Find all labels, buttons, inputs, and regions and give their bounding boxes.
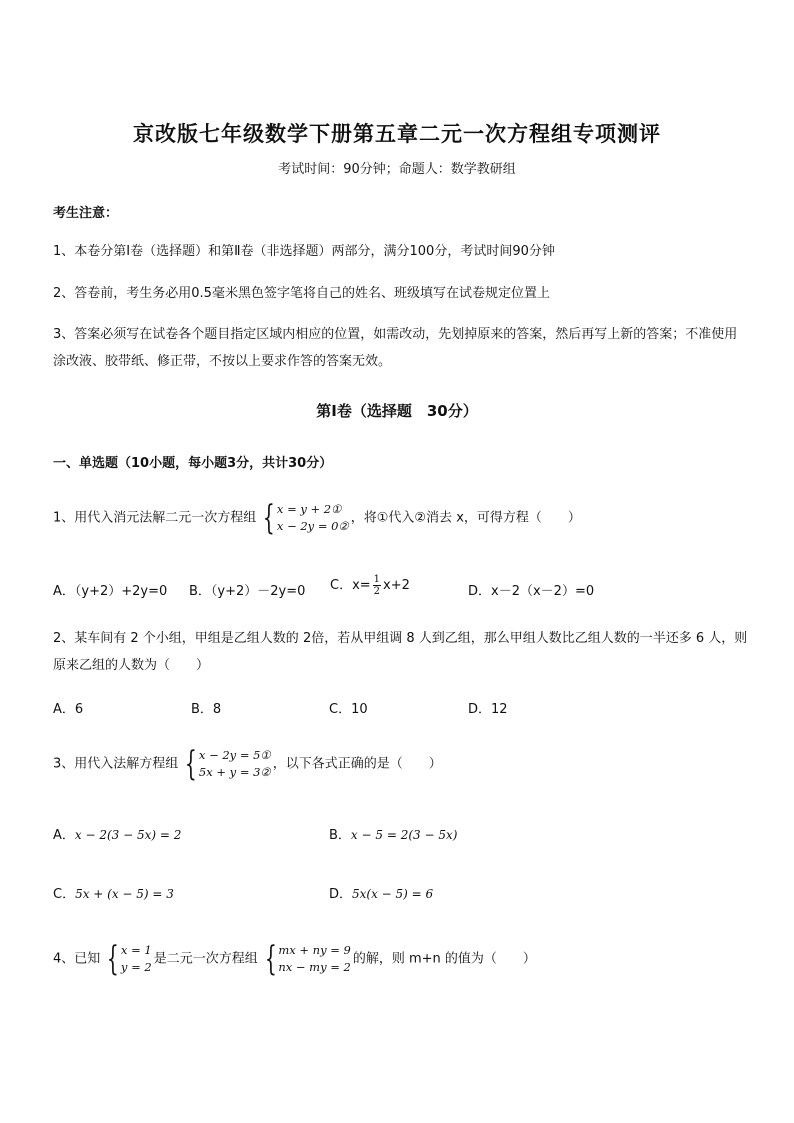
notice-heading: 考生注意： [53,206,119,221]
option-expression: x − 5 = 2(3 − 5x) [350,828,458,842]
equation-line: x = y + 2① [276,502,342,516]
question-3-prefix: 3、用代入法解方程组 [53,756,179,772]
question-4-prefix: 4、已知 [53,951,101,967]
question-3 [53,744,442,784]
option-expression: 5x(x − 5) = 6 [352,887,434,901]
equation-line: y = 2 [120,960,152,974]
question-4-middle: 是二元一次方程组 [153,951,258,967]
equation-line: mx + ny = 9 [278,943,351,957]
page-title: 京改版七年级数学下册第五章二元一次方程组专项测评 [133,121,661,146]
equation-line: x = 1 [120,943,152,957]
equation-line: x − 2y = 0② [276,519,349,533]
option-b[interactable] [329,824,457,843]
option-d[interactable]: D．x－2（x－2）=0 [468,584,595,599]
question-3-suffix: ，以下各式正确的是（ ） [272,756,442,772]
option-label: C． [53,887,76,902]
equation-line: x − 2y = 5① [198,748,271,762]
solution-system [102,939,152,979]
option-label: A． [53,828,75,843]
question-1-prefix: 1、用代入消元法解二元一次方程组 [53,510,257,526]
option-c[interactable]: C．10 [329,702,368,717]
question-4-suffix: 的解，则 m+n 的值为（ ） [352,951,536,967]
question-2-text: 2、某车间有 2 个小组，甲组是乙组人数的 2倍，若从甲组调 8 人到乙组，那么甲组人数比乙组人数的一半还多 6 人，则原来乙组的人数为（ ） [53,631,748,673]
option-c-suffix: x+2 [383,578,410,593]
option-a[interactable]: A．6 [53,702,84,717]
fraction [373,574,381,597]
equation-system [180,744,271,784]
fraction-denominator: 2 [373,586,381,597]
brace-icon: { [107,939,120,979]
option-a[interactable] [53,824,181,843]
option-label: B． [329,828,351,843]
option-expression: x − 2(3 − 5x) = 2 [74,828,182,842]
option-expression: 5x + (x − 5) = 3 [75,887,174,901]
question-1 [53,498,581,538]
brace-icon: { [264,939,277,979]
equation-system [260,939,351,979]
equation-system [258,498,349,538]
exam-subtitle: 考试时间：90分钟；命题人：数学教研组 [278,162,516,177]
option-c-prefix: C．x= [330,578,371,593]
option-b[interactable]: B．8 [191,702,222,717]
notice-item-3: 3、答案必须写在试卷各个题目指定区域内相应的位置，如需改动，先划掉原来的答案，然后再写上新的答案；不准使用涂改液、胶带纸、修正带，不按以上要求作答的答案无效。 [53,327,738,369]
brace-icon: { [263,498,276,538]
equation-line: 5x + y = 3② [198,765,271,779]
part-title: 一、单选题（10小题，每小题3分，共计30分） [53,456,333,471]
option-label: D． [329,887,353,902]
question-1-suffix: ，将①代入②消去 x，可得方程（ ） [350,510,581,526]
option-a[interactable]: A．（y+2）+2y=0 [53,584,168,599]
brace-icon: { [185,744,198,784]
section-title: 第Ⅰ卷（选择题 30分） [316,402,478,420]
question-1-options [53,574,743,604]
option-d[interactable]: D．12 [468,702,508,717]
fraction-numerator: 1 [373,574,381,585]
option-b[interactable]: B．（y+2）－2y=0 [189,584,306,599]
equation-line: nx − my = 2 [278,960,351,974]
question-2-options [53,698,743,720]
option-d[interactable] [329,883,433,902]
notice-item-2: 2、答卷前，考生务必用0.5毫米黑色签字笔将自己的姓名、班级填写在试卷规定位置上 [53,286,550,301]
question-4 [53,939,536,979]
option-c[interactable] [330,574,410,597]
notice-item-1: 1、本卷分第Ⅰ卷（选择题）和第Ⅱ卷（非选择题）两部分，满分100分，考试时间90分钟 [53,244,555,259]
option-c[interactable] [53,883,174,902]
